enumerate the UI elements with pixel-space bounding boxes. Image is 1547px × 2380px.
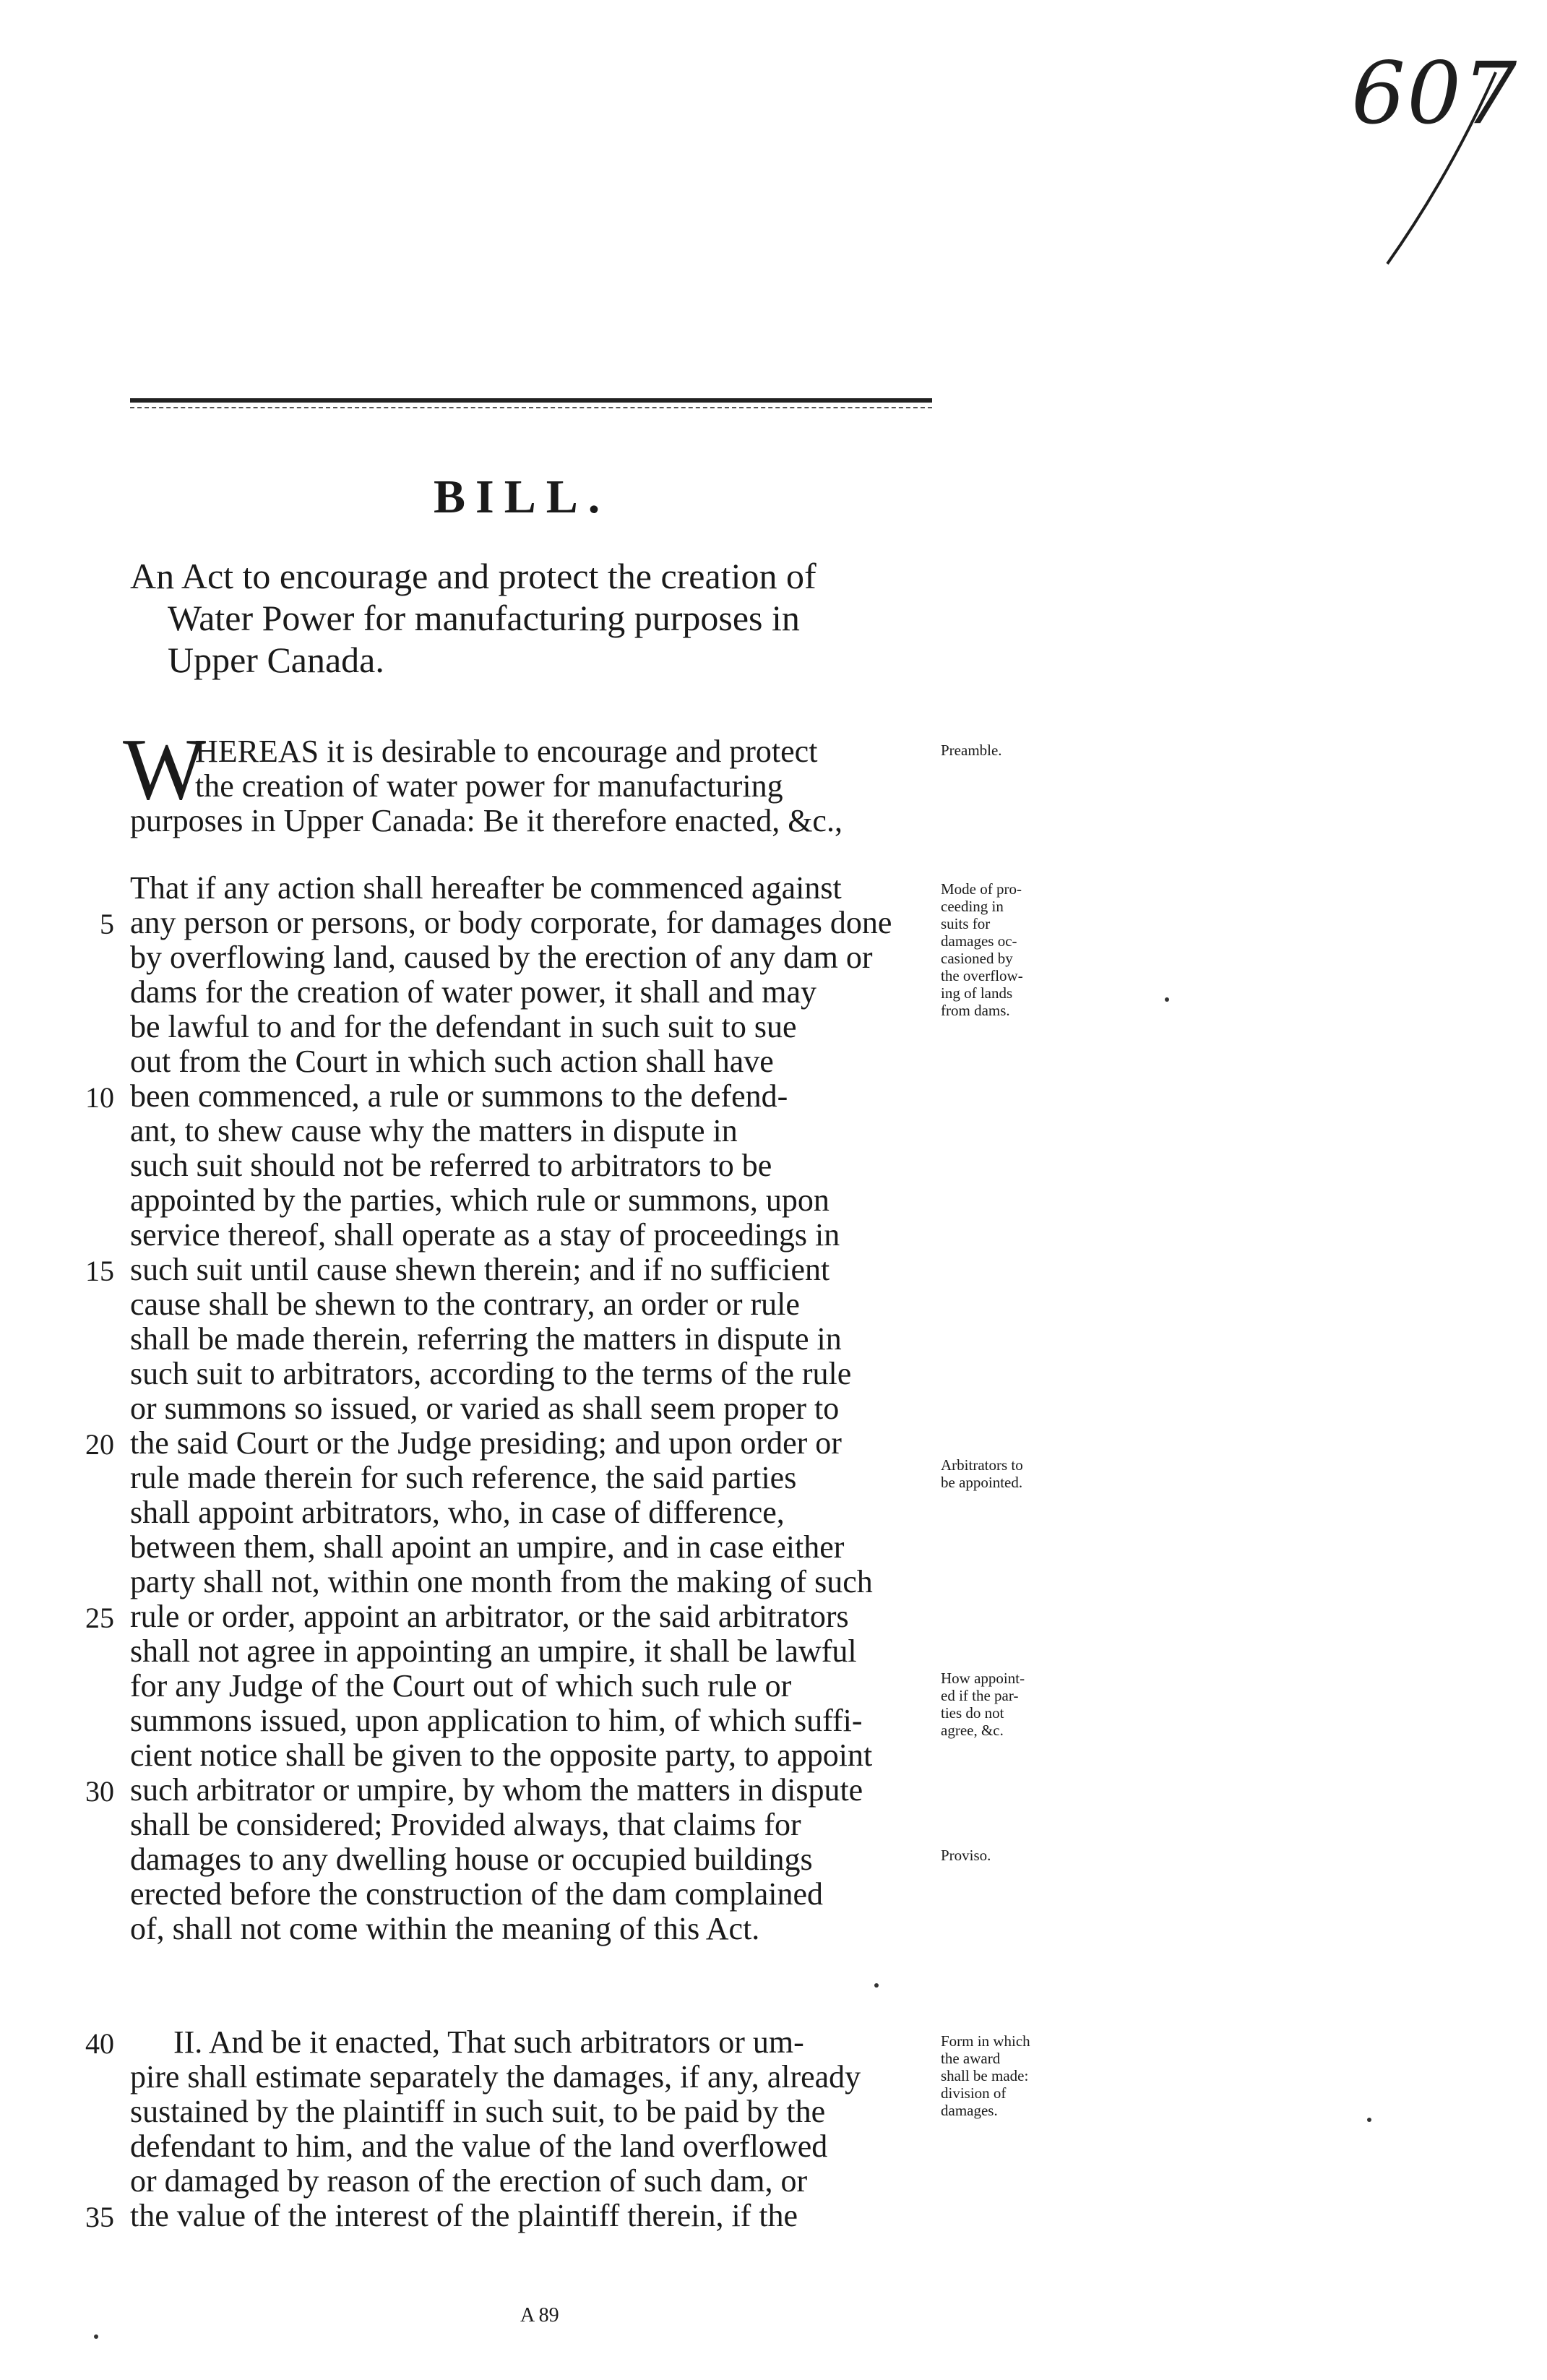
header-rule-dashed [130,407,932,408]
section-line: dams for the creation of water power, it shall and may [130,974,817,1010]
section-line: shall be made therein, referring the matters in dispute in [130,1321,842,1357]
margin-note-line: damages. [941,2102,998,2119]
margin-note-line: casioned by [941,950,1013,967]
margin-note-arbitrators [941,1456,1085,1491]
drop-cap: W [123,721,207,818]
section-line: such suit until cause shewn therein; and if no sufficient [130,1252,830,1287]
section-line: defendant to him, and the value of the land overflowed [130,2128,828,2164]
margin-note-form-of-award [941,2032,1085,2119]
bill-heading: BILL. [434,471,611,523]
section-line: erected before the construction of the dam complained [130,1876,824,1912]
margin-note-line: from dams. [941,1002,1010,1019]
margin-note-line: shall be made: [941,2067,1029,2084]
margin-note-line: Form in which [941,2032,1030,2050]
section-line: been commenced, a rule or summons to the defend- [130,1078,788,1114]
section-line: damages to any dwelling house or occupied buildings [130,1842,813,1877]
margin-note-line: ed if the par- [941,1687,1019,1704]
margin-note-how-appointed [941,1670,1085,1739]
section-line: such suit to arbitrators, according to the terms of the rule [130,1356,852,1391]
section-line: rule made therein for such reference, the said parties [130,1460,797,1495]
section-line: cient notice shall be given to the opposite party, to appoint [130,1737,873,1773]
line-number: 25 [85,1602,114,1634]
margin-note-line: Proviso. [941,1847,991,1864]
line-number: 35 [85,2201,114,2233]
margin-note-line: ties do not [941,1704,1004,1722]
section-line: between them, shall apoint an umpire, and in case either [130,1529,845,1565]
section-line: cause shall be shewn to the contrary, an order or rule [130,1286,800,1322]
section-line: II. And be it enacted, That such arbitrators or um- [173,2024,804,2060]
act-title-line: An Act to encourage and protect the creation of [130,556,816,596]
section-line: service thereof, shall operate as a stay of proceedings in [130,1217,840,1253]
margin-note-proviso [941,1847,1085,1864]
section-line: ant, to shew cause why the matters in dispute in [130,1113,738,1148]
header-rule [130,398,932,403]
margin-note-line: the overflow- [941,967,1023,984]
section-line: such suit should not be referred to arbitrators to be [130,1148,772,1183]
preamble-line: the creation of water power for manufacturing [195,768,783,804]
folio-number-text: 607 [1351,43,1519,143]
line-number: 20 [85,1428,114,1461]
preamble-line: HEREAS it is desirable to encourage and protect [195,734,818,769]
section-line: shall be considered; Provided always, that claims for [130,1807,801,1842]
margin-note-line: ing of lands [941,984,1013,1002]
section-line: or damaged by reason of the erection of such dam, or [130,2163,808,2199]
act-title-line: Upper Canada. [168,640,384,680]
section-line: appointed by the parties, which rule or summons, upon [130,1182,829,1218]
act-title-line: Water Power for manufacturing purposes in [168,598,800,638]
section-line: sustained by the plaintiff in such suit, to be paid by the [130,2094,826,2129]
section-line: the value of the interest of the plaintiff therein, if the [130,2198,798,2233]
margin-note-line: damages oc- [941,932,1017,950]
ink-speck [1165,997,1169,1002]
section-line: be lawful to and for the defendant in such suit to sue [130,1009,797,1044]
section-line: out from the Court in which such action shall have [130,1044,774,1079]
ink-speck [1367,2118,1371,2122]
section-line: any person or persons, or body corporate, for damages done [130,905,892,940]
margin-note-line: Arbitrators to [941,1456,1023,1474]
section-line: shall not agree in appointing an umpire, it shall be lawful [130,1633,857,1669]
preamble-line: purposes in Upper Canada: Be it therefore enacted, &c., [130,803,843,838]
section-line: summons issued, upon application to him, of which suffi- [130,1703,863,1738]
margin-note-line: Preamble. [941,742,1002,759]
signature-mark: A 89 [520,2304,559,2327]
section-line: of, shall not come within the meaning of this Act. [130,1911,760,1946]
ink-speck [94,2334,98,2339]
margin-note-line: be appointed. [941,1474,1023,1491]
margin-note-line: Mode of pro- [941,880,1022,898]
margin-note-line: How appoint- [941,1670,1025,1687]
section-line: That if any action shall hereafter be commenced against [130,870,842,906]
act-title [130,555,939,681]
margin-note-preamble [941,742,1085,759]
margin-note-line: suits for [941,915,991,932]
margin-note-line: agree, &c. [941,1722,1004,1739]
section-line: pire shall estimate separately the damages, if any, already [130,2059,861,2095]
line-number: 40 [85,2027,114,2060]
handwritten-stroke-icon [1351,43,1510,282]
margin-note-line: ceeding in [941,898,1004,915]
section-line: the said Court or the Judge presiding; and upon order or [130,1425,842,1461]
margin-note-mode-of-proceeding [941,880,1085,1019]
line-number: 15 [85,1255,114,1287]
line-number: 5 [100,908,114,940]
margin-note-line: division of [941,2084,1007,2102]
handwritten-folio-number [1351,43,1519,282]
section-line: such arbitrator or umpire, by whom the matters in dispute [130,1772,863,1808]
section-line: or summons so issued, or varied as shall seem proper to [130,1391,840,1426]
ink-speck [874,1983,879,1988]
section-line: by overflowing land, caused by the erection of any dam or [130,940,873,975]
section-line: party shall not, within one month from the making of such [130,1564,873,1599]
section-line: for any Judge of the Court out of which such rule or [130,1668,792,1704]
line-number: 30 [85,1775,114,1808]
margin-note-line: the award [941,2050,1001,2067]
section-line: shall appoint arbitrators, who, in case of difference, [130,1495,785,1530]
line-number: 10 [85,1081,114,1114]
section-line: rule or order, appoint an arbitrator, or the said arbitrators [130,1599,849,1634]
